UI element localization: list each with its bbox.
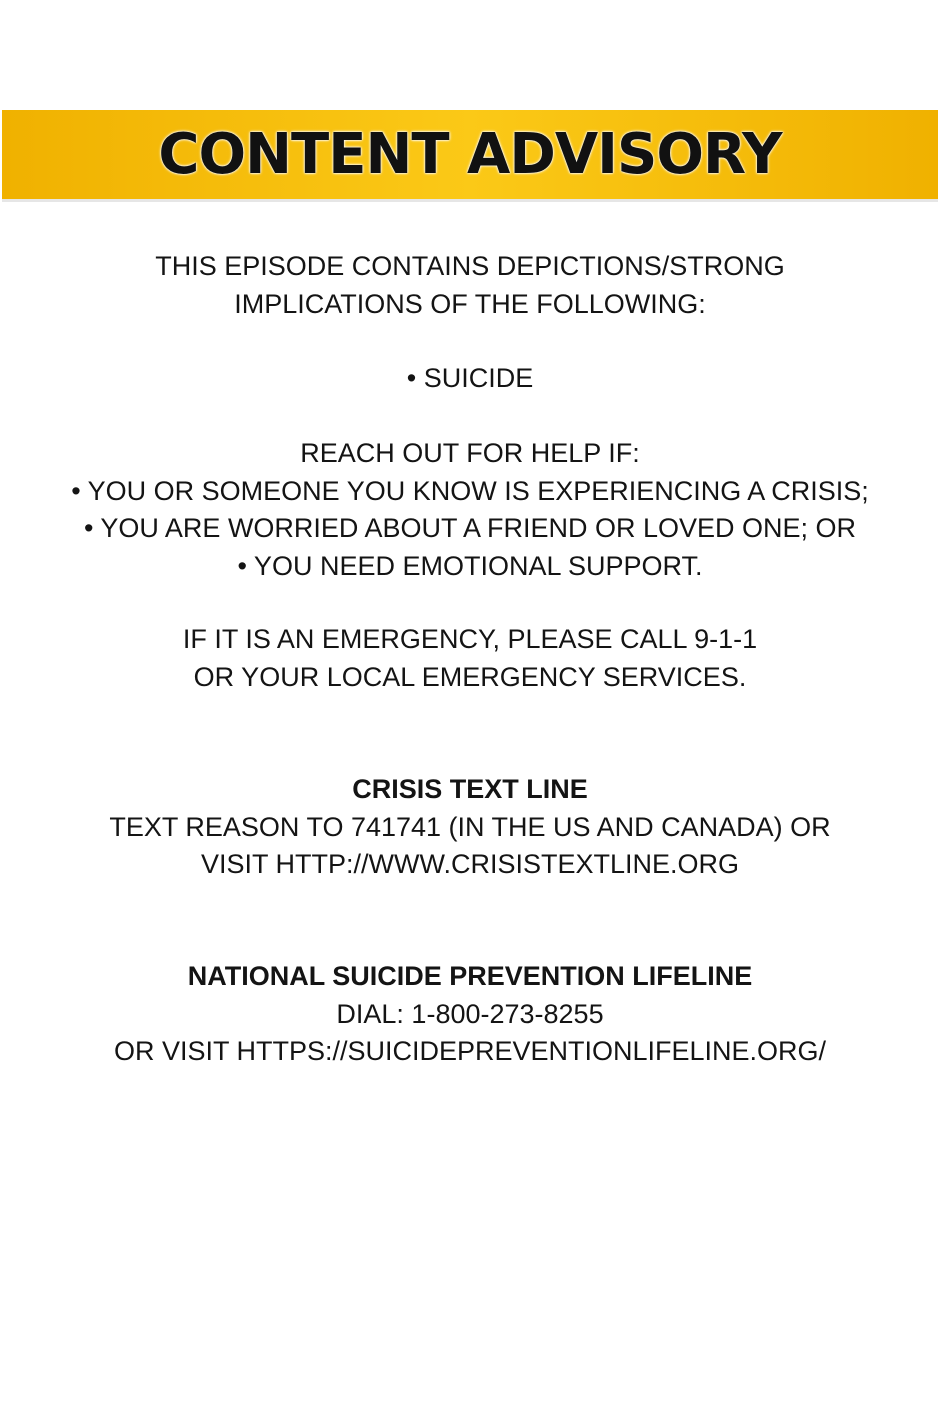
topic-item: • SUICIDE [406,363,534,393]
advisory-banner [2,110,938,202]
crisis-text-line-section [0,771,940,884]
topic-list [0,360,940,398]
lifeline-title: NATIONAL SUICIDE PREVENTION LIFELINE [187,961,753,991]
help-heading: REACH OUT FOR HELP IF: [300,438,640,468]
emergency-notice [0,621,940,696]
help-item: • YOU NEED EMOTIONAL SUPPORT. [237,550,703,581]
help-section [0,435,940,585]
crisis-text-line-title: CRISIS TEXT LINE [352,774,588,804]
help-item: • YOU OR SOMEONE YOU KNOW IS EXPERIENCING A CRISIS; [71,475,869,506]
banner-title: CONTENT ADVISORY [158,121,782,187]
crisis-text-line-instructions: TEXT REASON TO 741741 (IN THE US AND CANADA) OR [109,811,831,842]
intro-text [0,248,940,323]
intro-line-2: IMPLICATIONS OF THE FOLLOWING: [234,288,706,319]
crisis-text-line-url: VISIT HTTP://WWW.CRISISTEXTLINE.ORG [200,849,740,879]
lifeline-url: OR VISIT HTTPS://SUICIDEPREVENTIONLIFELINE.ORG/ [113,1036,827,1066]
emergency-line-2: OR YOUR LOCAL EMERGENCY SERVICES. [193,661,747,692]
lifeline-phone: DIAL: 1-800-273-8255 [336,998,604,1029]
emergency-line-1: IF IT IS AN EMERGENCY, PLEASE CALL 9-1-1 [182,624,758,654]
intro-line-1: THIS EPISODE CONTAINS DEPICTIONS/STRONG [155,251,785,281]
help-item: • YOU ARE WORRIED ABOUT A FRIEND OR LOVED ONE; OR [83,513,857,543]
lifeline-section [0,958,940,1071]
